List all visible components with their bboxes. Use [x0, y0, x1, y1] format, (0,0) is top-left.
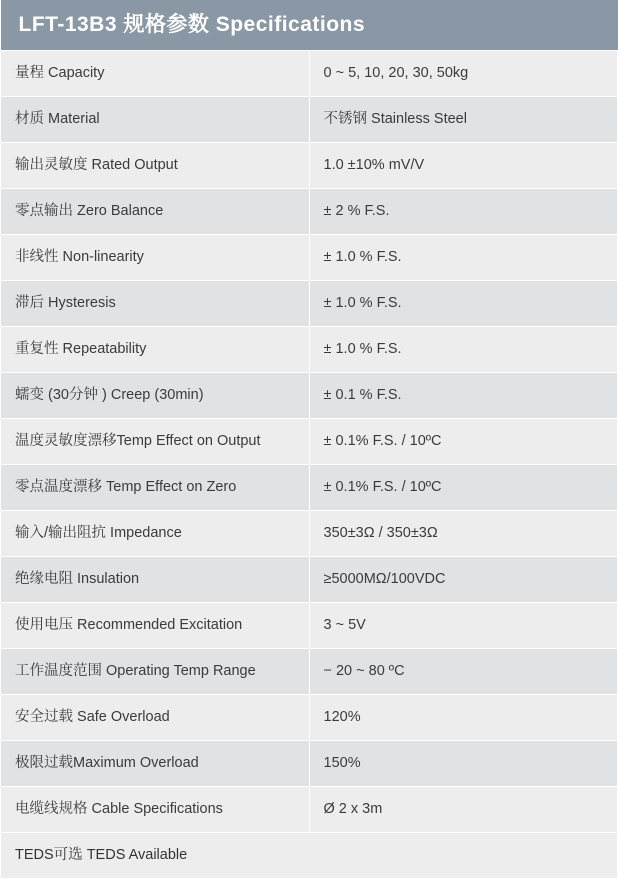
- table-row: [1, 557, 618, 603]
- spec-label: 重复性 Repeatability: [1, 327, 310, 373]
- table-row: [1, 603, 618, 649]
- spec-label: 极限过载Maximum Overload: [1, 741, 310, 787]
- spec-value: 120%: [309, 695, 618, 741]
- table-row: [1, 281, 618, 327]
- spec-value: ± 1.0 % F.S.: [309, 327, 618, 373]
- spec-value: ≥5000MΩ/100VDC: [309, 557, 618, 603]
- spec-label: 零点温度漂移 Temp Effect on Zero: [1, 465, 310, 511]
- table-row: [1, 787, 618, 833]
- spec-value: ± 0.1% F.S. / 10ºC: [309, 419, 618, 465]
- spec-value: 150%: [309, 741, 618, 787]
- table-row: [1, 189, 618, 235]
- table-header-row: [1, 0, 618, 51]
- spec-label: 量程 Capacity: [1, 51, 310, 97]
- table-row: [1, 235, 618, 281]
- table-row: [1, 511, 618, 557]
- spec-value: 1.0 ±10% mV/V: [309, 143, 618, 189]
- page-title: LFT-13B3 规格参数 Specifications: [1, 0, 618, 51]
- table-row: [1, 143, 618, 189]
- spec-label: 滞后 Hysteresis: [1, 281, 310, 327]
- table-row: [1, 373, 618, 419]
- spec-label: 工作温度范围 Operating Temp Range: [1, 649, 310, 695]
- spec-value: − 20 ~ 80 ºC: [309, 649, 618, 695]
- spec-label: 非线性 Non-linearity: [1, 235, 310, 281]
- spec-label: 安全过载 Safe Overload: [1, 695, 310, 741]
- spec-label: 输入/输出阻抗 Impedance: [1, 511, 310, 557]
- spec-value: 0 ~ 5, 10, 20, 30, 50kg: [309, 51, 618, 97]
- spec-label: TEDS可选 TEDS Available: [1, 833, 618, 879]
- spec-value: ± 0.1 % F.S.: [309, 373, 618, 419]
- spec-value: ± 2 % F.S.: [309, 189, 618, 235]
- spec-value: ± 0.1% F.S. / 10ºC: [309, 465, 618, 511]
- spec-label: 零点输出 Zero Balance: [1, 189, 310, 235]
- spec-value: 3 ~ 5V: [309, 603, 618, 649]
- specifications-table-body: [1, 0, 618, 879]
- spec-label: 蠕变 (30分钟 ) Creep (30min): [1, 373, 310, 419]
- spec-value: ± 1.0 % F.S.: [309, 281, 618, 327]
- spec-label: 输出灵敏度 Rated Output: [1, 143, 310, 189]
- table-row: [1, 97, 618, 143]
- spec-label: 温度灵敏度漂移Temp Effect on Output: [1, 419, 310, 465]
- table-row: [1, 51, 618, 97]
- spec-value: ± 1.0 % F.S.: [309, 235, 618, 281]
- table-row: [1, 419, 618, 465]
- spec-value: Ø 2 x 3m: [309, 787, 618, 833]
- table-row: [1, 465, 618, 511]
- spec-value: 350±3Ω / 350±3Ω: [309, 511, 618, 557]
- spec-label: 绝缘电阻 Insulation: [1, 557, 310, 603]
- table-row: [1, 649, 618, 695]
- table-row: [1, 695, 618, 741]
- table-row: [1, 741, 618, 787]
- table-row-teds: [1, 833, 618, 879]
- spec-label: 材质 Material: [1, 97, 310, 143]
- spec-label: 使用电压 Recommended Excitation: [1, 603, 310, 649]
- table-row: [1, 327, 618, 373]
- spec-value: 不锈钢 Stainless Steel: [309, 97, 618, 143]
- spec-label: 电缆线规格 Cable Specifications: [1, 787, 310, 833]
